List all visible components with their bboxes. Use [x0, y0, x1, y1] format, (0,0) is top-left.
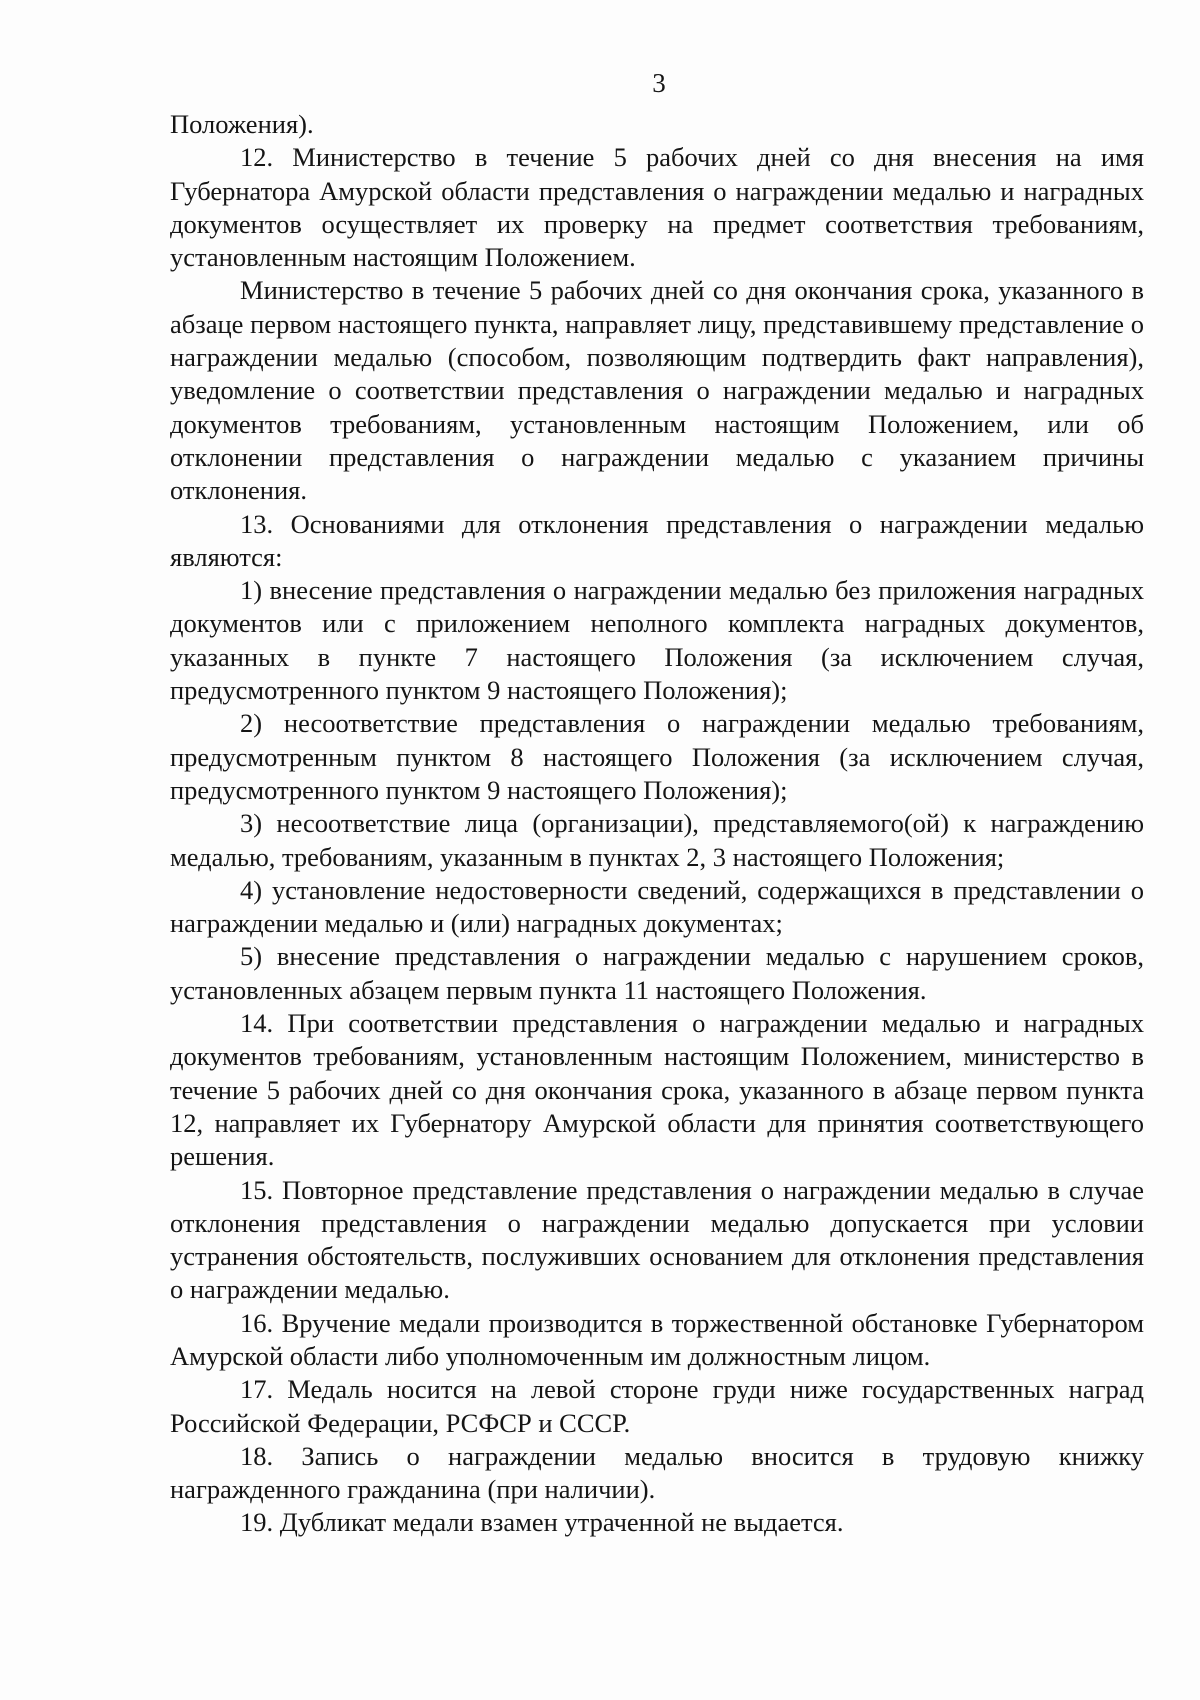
paragraph-14: 14. При соответствии представления о награждении медалью и наградных документов требованиям, установленным настоящим Положением, министерство в течение 5 рабочих дней со дня окончания срока, указанного в абзаце первом пункта 12, направляет их Губернатору Амурской области для принятия соответствующего решения. [170, 1008, 1144, 1172]
paragraph-15: 15. Повторное представление представления о награждении медалью в случае отклонения представления о награждении медалью допускается при условии устранения обстоятельств, послуживших основанием для отклонения представления о награждении медалью. [170, 1174, 1144, 1305]
paragraph-17: 17. Медаль носится на левой стороне груди ниже государственных наград Российской Федерации, РСФСР и СССР. [170, 1374, 1144, 1438]
paragraph-continuation: Положения). [170, 109, 314, 139]
page-number: 3 [652, 68, 666, 98]
paragraph-12: 12. Министерство в течение 5 рабочих дней со дня внесения на имя Губернатора Амурской области представления о награждении медалью и наградных документов осуществляет их проверку на предмет соответствия требованиям, установленным настоящим Положением. [170, 142, 1144, 273]
paragraph-13-item-2: 2) несоответствие представления о награждении медалью требованиям, предусмотренным пунктом 8 настоящего Положения (за исключением случая, предусмотренного пунктом 9 настоящего Положения); [170, 708, 1144, 805]
paragraph-13-item-4: 4) установление недостоверности сведений, содержащихся в представлении о награждении медалью и (или) наградных документах; [170, 874, 1144, 939]
paragraph-13-item-3: 3) несоответствие лица (организации), представляемого(ой) к награждению медалью, требованиям, указанным в пунктах 2, 3 настоящего Положения; [170, 808, 1144, 872]
paragraph-12-part-2: Министерство в течение 5 рабочих дней со дня окончания срока, указанного в абзаце первом настоящего пункта, направляет лицу, представившему представление о награждении медалью (способом, позволяющим подтвердить факт направления), уведомление о соответствии представления о награждении медалью и наградных документов требованиям, установленным настоящим Положением, или об отклонении представления о награждении медалью с указанием причины отклонения. [170, 275, 1144, 506]
paragraph-18: 18. Запись о награждении медалью вносится в трудовую книжку награжденного гражданина (при наличии). [170, 1440, 1144, 1505]
paragraph-13: 13. Основаниями для отклонения представления о награждении медалью являются: [170, 508, 1144, 572]
paragraph-13-item-1: 1) внесение представления о награждении медалью без приложения наградных документов или с приложением неполного комплекта наградных документов, указанных в пункте 7 настоящего Положения (за исключением случая, предусмотренного пунктом 9 настоящего Положения); [170, 575, 1144, 706]
document-body [170, 108, 1144, 1540]
paragraph-19: 19. Дубликат медали взамен утраченной не выдается. [240, 1507, 844, 1538]
paragraph-16: 16. Вручение медали производится в торжественной обстановке Губернатором Амурской области либо уполномоченным им должностным лицом. [170, 1307, 1144, 1371]
paragraph-13-item-5: 5) внесение представления о награждении медалью с нарушением сроков, установленных абзацем первым пункта 11 настоящего Положения. [170, 941, 1144, 1005]
